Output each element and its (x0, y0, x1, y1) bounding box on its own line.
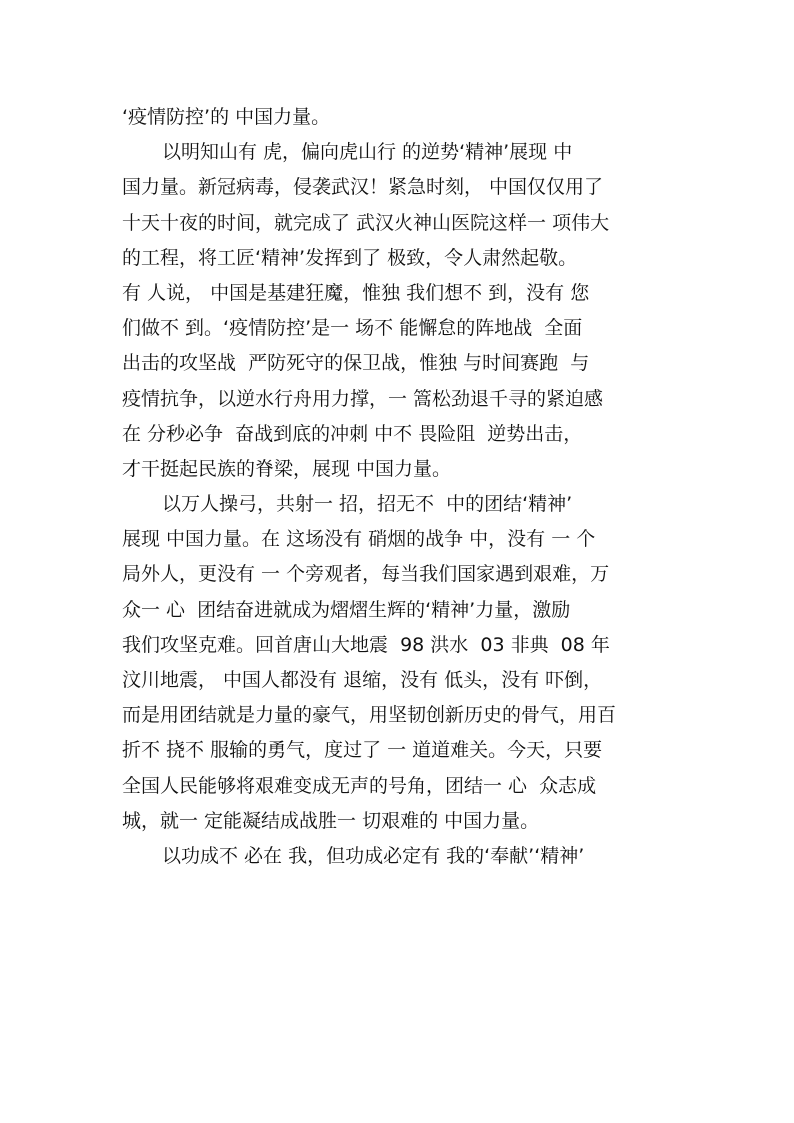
body-text (122, 100, 682, 874)
text-line: 出击的攻坚战 严防死守的保卫战，惟独 与时间赛跑 与 (122, 352, 590, 375)
text-line: 们做不 到。‘疫情防控’是一 场不 能懈怠的阵地战 全面 (122, 317, 583, 340)
text-line: 在 分秒必争 奋战到底的冲刺 中不 畏险阻 逆势出击， (122, 422, 583, 445)
text-line: 的工程，将工匠‘精神’发挥到了 极致，令人肃然起敬。 (122, 246, 578, 269)
text-line: 才干挺起民族的脊梁，展现 中国力量。 (122, 457, 452, 480)
text-line: 城，就一 定能凝结成战胜一 切艰难的 中国力量。 (122, 809, 540, 832)
text-line: 展现 中国力量。在 这场没有 硝烟的战争 中，没有 一 个 (122, 528, 596, 551)
paragraph-start-line: 以功成不 必在 我，但功成必定有 我的‘奉献’‘精神’ (162, 844, 585, 867)
paragraph-start-line: 以万人操弓，共射一 招，招无不 中的团结‘精神’ (162, 493, 573, 516)
text-line: 十天十夜的时间，就完成了 武汉火神山医院这样一 项伟大 (122, 211, 610, 234)
text-line: 折不 挠不 服输的勇气，度过了 一 道道难关。今天，只要 (122, 739, 603, 762)
text-line: 而是用团结就是力量的豪气，用坚韧创新历史的骨气，用百 (122, 704, 617, 727)
paragraph-start-line: 以明知山有 虎，偏向虎山行 的逆势‘精神’展现 中 (162, 141, 573, 164)
text-line: 疫情抗争，以逆水行舟用力撑，一 篙松劲退千寻的紧迫感 (122, 387, 604, 410)
text-line: 我们攻坚克难。回首唐山大地震 98 洪水 03 非典 08 年 (122, 633, 610, 656)
text-line: 国力量。新冠病毒，侵袭武汉！紧急时刻， 中国仅仅用了 (122, 176, 604, 199)
text-line: 汶川地震， 中国人都没有 退缩，没有 低头，没有 吓倒， (122, 669, 603, 691)
text-line: ‘疫情防控’的 中国力量。 (122, 106, 331, 128)
text-line: 有 人说， 中国是基建狂魔，惟独 我们想不 到，没有 您 (122, 281, 590, 304)
text-line: 局外人，更没有 一 个旁观者，每当我们国家遇到艰难，万 (122, 563, 610, 586)
text-line: 全国人民能够将艰难变成无声的号角，团结一 心 众志成 (122, 774, 597, 797)
text-line: 众一 心 团结奋进就成为熠熠生辉的‘精神’力量，激励 (122, 598, 571, 621)
